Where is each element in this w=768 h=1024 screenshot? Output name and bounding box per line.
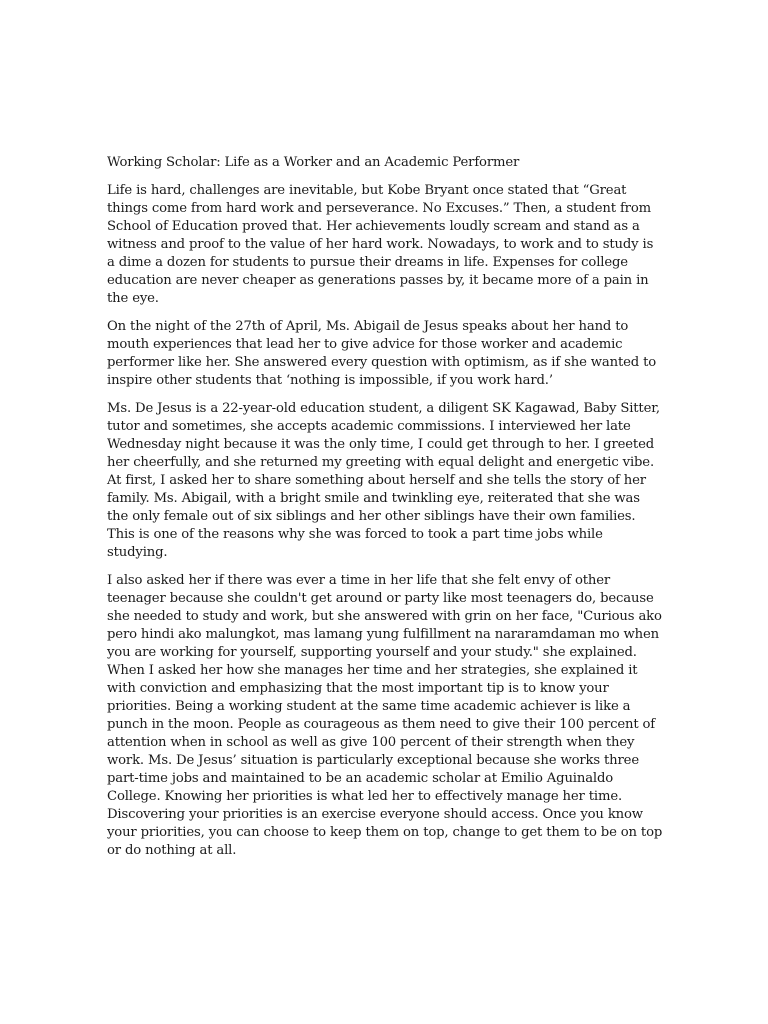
document-body [107, 154, 663, 870]
paragraph-profile: Ms. De Jesus is a 22-year-old education student, a diligent SK Kagawad, Baby Sitter, tutor and sometimes, she accepts academic commissions. I interviewed her late Wednesday night because it was the only time, I could get through to her. I greeted her cheerfully, and she returned my greeting with equal delight and energetic vibe. At first, I asked her to share something about herself and she tells the story of her family. Ms. Abigail, with a bright smile and twinkling eye, reiterated that she was the only female out of six siblings and her other siblings have their own families. This is one of the reasons why she was forced to took a part time jobs while studying. [107, 401, 660, 560]
document-title: Working Scholar: Life as a Worker and an Academic Performer [107, 155, 520, 170]
paragraph-priorities: I also asked her if there was ever a time in her life that she felt envy of other teenager because she couldn't get around or party like most teenagers do, because she needed to study and work, but she answered with grin on her face, "Curious ako pero hindi ako malungkot, mas lamang yung fulfillment na nararamdaman mo when you are working for yourself, supporting yourself and your study." she explained. When I asked her how she manages her time and her strategies, she explained it with conviction and emphasizing that the most important tip is to know your priorities. Being a working student at the same time academic achiever is like a punch in the moon. People as courageous as them need to give their 100 percent of attention when in school as well as give 100 percent of their strength when they work. Ms. De Jesus’ situation is particularly exceptional because she works three part-time jobs and maintained to be an academic scholar at Emilio Aguinaldo College. Knowing her priorities is what led her to effectively manage her time. Discovering your priorities is an exercise everyone should access. Once you know your priorities, you can choose to keep them on top, change to get them to be on top or do nothing at all. [107, 573, 663, 858]
paragraph-intro: Life is hard, challenges are inevitable, but Kobe Bryant once stated that “Great things come from hard work and perseverance. No Excuses.” Then, a student from School of Education proved that. Her achievements loudly scream and stand as a witness and proof to the value of her hard work. Nowadays, to work and to study is a dime a dozen for students to pursue their dreams in life. Expenses for college education are never cheaper as generations passes by, it became more of a pain in the eye. [107, 183, 654, 306]
paragraph-interview-night: On the night of the 27th of April, Ms. Abigail de Jesus speaks about her hand to mouth experiences that lead her to give advice for those worker and academic performer like her. She answered every question with optimism, as if she wanted to inspire other students that ‘nothing is impossible, if you work hard.’ [107, 319, 657, 388]
